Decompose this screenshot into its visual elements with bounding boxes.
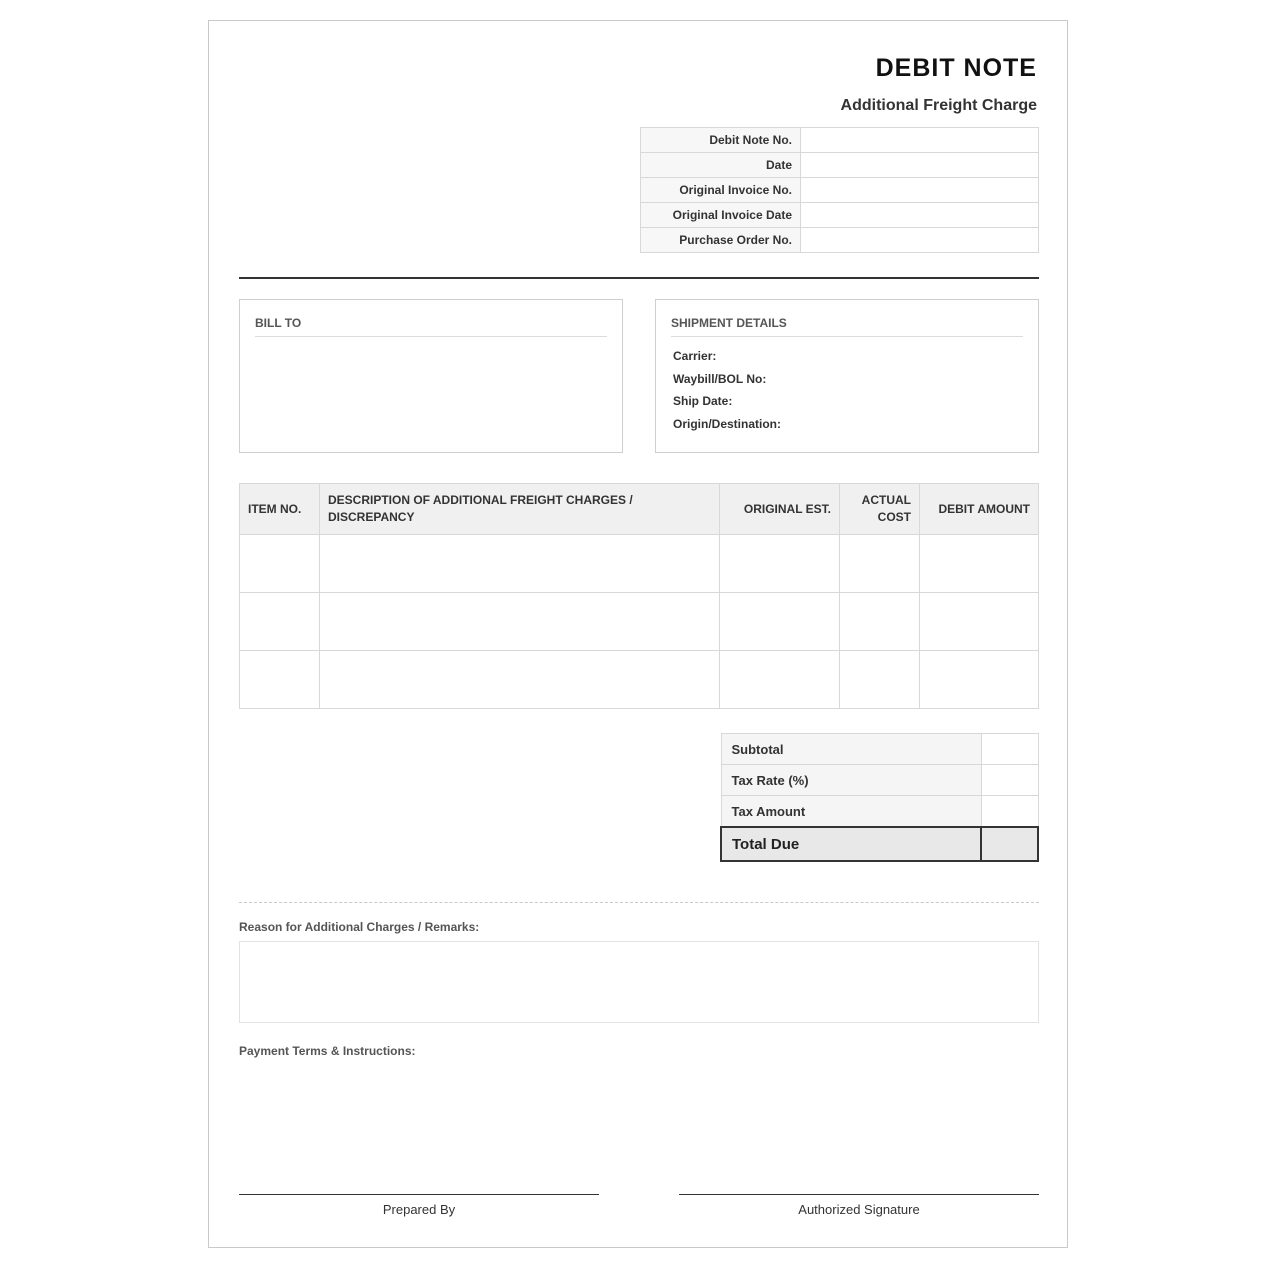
item-no-cell[interactable] — [240, 535, 320, 593]
meta-fields-table — [640, 127, 1039, 253]
debit-amount-cell[interactable] — [920, 535, 1039, 593]
meta-label: Purchase Order No. — [641, 228, 801, 253]
original-est-cell[interactable] — [720, 535, 840, 593]
meta-label: Original Invoice No. — [641, 178, 801, 203]
meta-label: Debit Note No. — [641, 128, 801, 153]
dashed-divider — [239, 902, 1039, 903]
document-subtitle: Additional Freight Charge — [840, 97, 1037, 114]
bill-to-content[interactable] — [255, 348, 607, 440]
authorized-signature[interactable] — [679, 1194, 1039, 1217]
description-cell[interactable] — [320, 651, 720, 709]
column-header-description: DESCRIPTION OF ADDITIONAL FREIGHT CHARGES / DISCREPANCY — [320, 484, 720, 535]
total-due-value[interactable] — [981, 827, 1038, 861]
remarks-box[interactable] — [239, 941, 1039, 1023]
debit-amount-cell[interactable] — [920, 651, 1039, 709]
actual-cost-cell[interactable] — [840, 535, 920, 593]
table-row — [240, 651, 1039, 709]
payment-terms-label: Payment Terms & Instructions: — [239, 1044, 416, 1058]
debit-amount-cell[interactable] — [920, 593, 1039, 651]
actual-cost-cell[interactable] — [840, 651, 920, 709]
shipment-field-carrier — [673, 349, 781, 372]
meta-row — [641, 128, 1039, 153]
shipment-field-label: Carrier: — [673, 349, 717, 363]
shipment-field-label: Origin/Destination: — [673, 417, 781, 432]
original-est-cell[interactable] — [720, 651, 840, 709]
total-due-label: Total Due — [721, 827, 981, 861]
shipment-details-box — [655, 299, 1039, 453]
column-header-item-no: ITEM NO. — [240, 484, 320, 535]
table-row — [240, 593, 1039, 651]
shipment-details-heading: SHIPMENT DETAILS — [671, 316, 1023, 337]
item-no-cell[interactable] — [240, 593, 320, 651]
original-est-cell[interactable] — [720, 593, 840, 651]
description-cell[interactable] — [320, 535, 720, 593]
table-row — [240, 535, 1039, 593]
meta-row — [641, 153, 1039, 178]
meta-row — [641, 228, 1039, 253]
authorized-signature-label: Authorized Signature — [798, 1202, 920, 1217]
totals-table — [720, 733, 1039, 862]
column-header-actual-cost: ACTUAL COST — [840, 484, 920, 535]
meta-row — [641, 203, 1039, 228]
payment-terms-content[interactable] — [239, 1064, 1039, 1164]
remarks-label: Reason for Additional Charges / Remarks: — [239, 920, 480, 934]
freight-charges-table — [239, 483, 1039, 709]
bill-to-heading: BILL TO — [255, 316, 607, 337]
tax-rate-label: Tax Rate (%) — [721, 765, 981, 796]
totals-row-subtotal — [721, 734, 1038, 765]
document-page — [208, 20, 1068, 1248]
subtotal-label: Subtotal — [721, 734, 981, 765]
header-divider — [239, 277, 1039, 279]
shipment-fields — [673, 349, 781, 440]
date-field[interactable] — [801, 153, 1039, 178]
debit-note-no-field[interactable] — [801, 128, 1039, 153]
column-header-original-est: ORIGINAL EST. — [720, 484, 840, 535]
totals-row-tax-amount — [721, 796, 1038, 828]
tax-amount-value[interactable] — [981, 796, 1038, 828]
prepared-by-label: Prepared By — [382, 1202, 456, 1217]
meta-row — [641, 178, 1039, 203]
actual-cost-cell[interactable] — [840, 593, 920, 651]
table-header-row — [240, 484, 1039, 535]
purchase-order-no-field[interactable] — [801, 228, 1039, 253]
tax-amount-label: Tax Amount — [721, 796, 981, 828]
tax-rate-value[interactable] — [981, 765, 1038, 796]
shipment-field-ship-date — [673, 394, 781, 417]
column-header-debit-amount: DEBIT AMOUNT — [920, 484, 1039, 535]
prepared-by-signature[interactable] — [239, 1194, 599, 1217]
bill-to-box — [239, 299, 623, 453]
description-cell[interactable] — [320, 593, 720, 651]
shipment-field-label: Waybill/BOL No: — [673, 371, 767, 386]
totals-row-tax-rate — [721, 765, 1038, 796]
meta-label: Original Invoice Date — [641, 203, 801, 228]
shipment-field-label: Ship Date: — [673, 394, 733, 409]
document-title: DEBIT NOTE — [875, 54, 1037, 82]
original-invoice-date-field[interactable] — [801, 203, 1039, 228]
item-no-cell[interactable] — [240, 651, 320, 709]
totals-row-total-due — [721, 827, 1038, 861]
meta-label: Date — [641, 153, 801, 178]
original-invoice-no-field[interactable] — [801, 178, 1039, 203]
shipment-field-waybill — [673, 372, 781, 395]
shipment-field-origin-destination — [673, 417, 781, 440]
subtotal-value[interactable] — [981, 734, 1038, 765]
